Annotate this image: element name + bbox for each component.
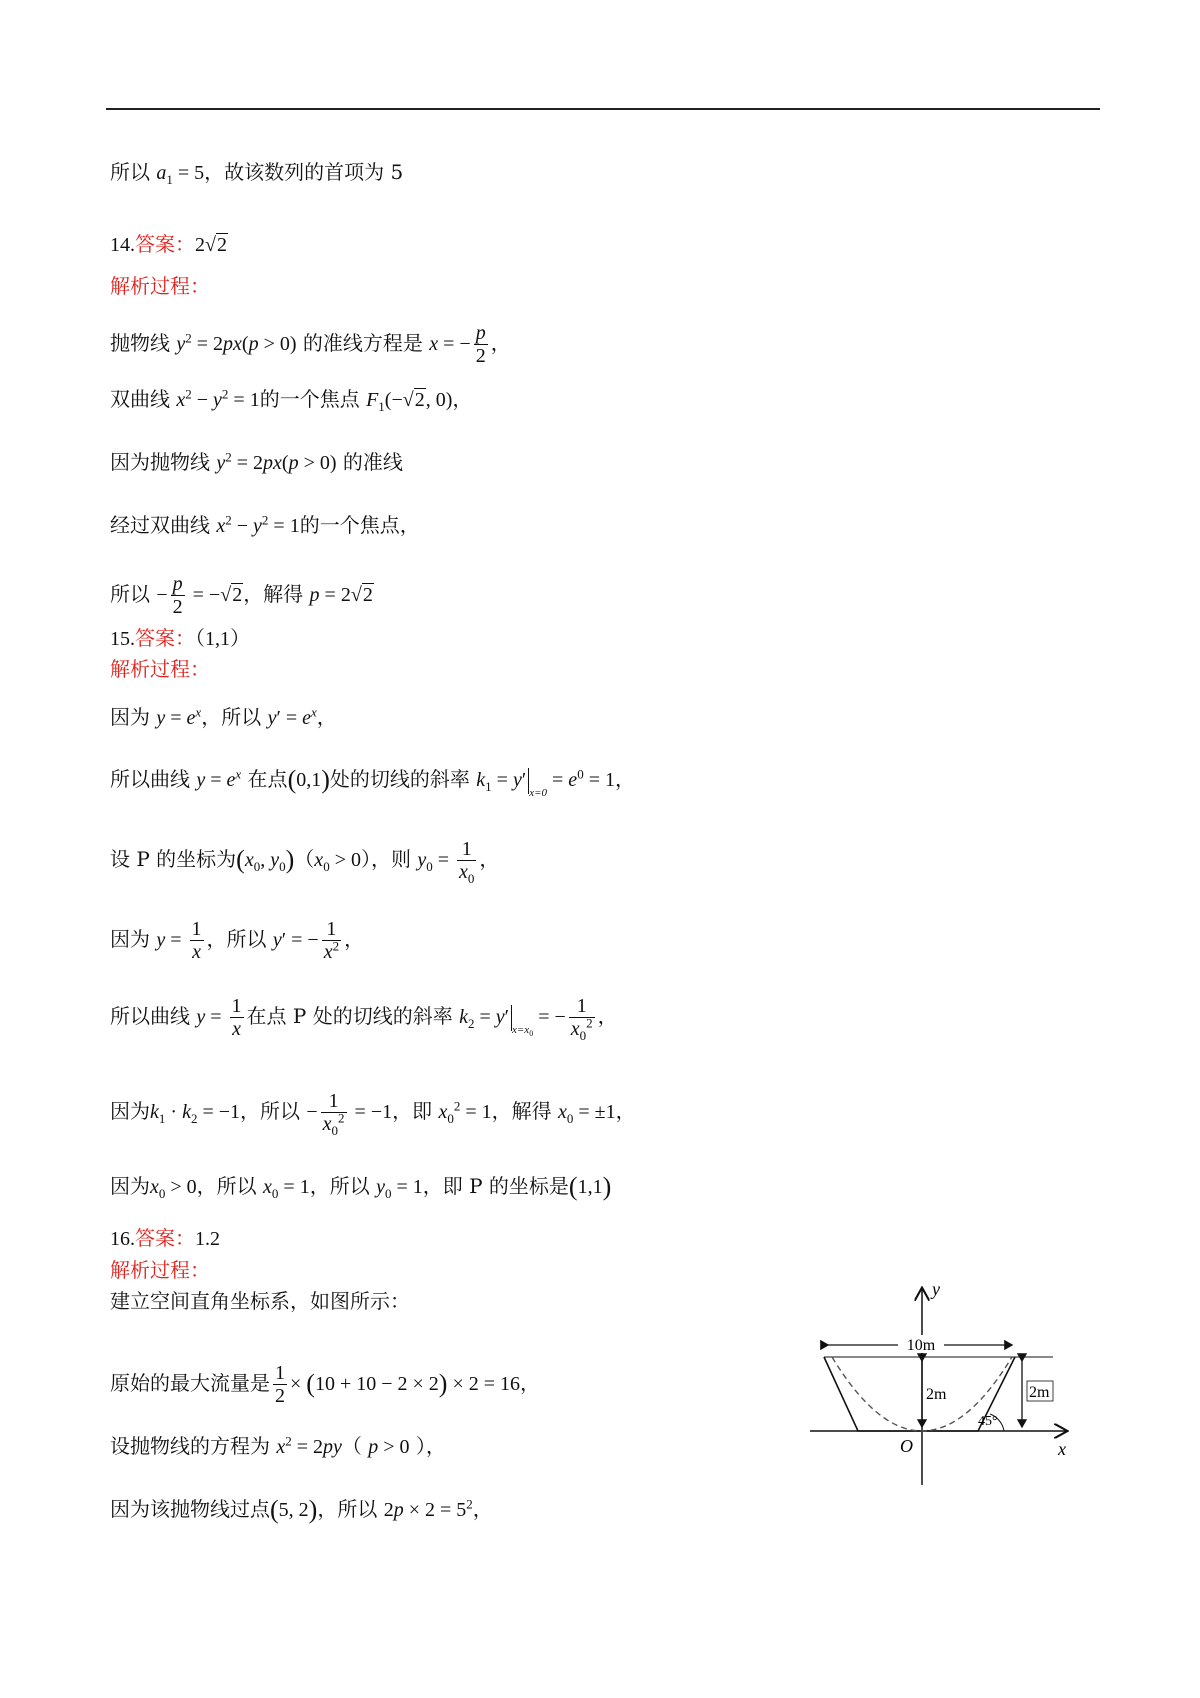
angle-label: 45°: [978, 1414, 998, 1429]
y-axis-label: y: [932, 1279, 940, 1299]
text-line: 双曲线 $x^2 - y^2 = 1$的一个焦点 $F_1(-√2$, 0)，: [110, 386, 473, 414]
analysis-label: 解析过程：: [110, 274, 210, 298]
analysis-label: 解析过程：: [110, 657, 210, 681]
text-line: 所以曲线 $y = e^x$ 在点(0,1)处的切线的斜率 $k_1 = y'_{x=0} = e^0 = 1$，: [110, 765, 635, 799]
text-line: 设抛物线的方程为 $x^2 = 2py$（ p > 0 ），: [110, 1433, 446, 1458]
text-line: 抛物线 $y^2 = 2px(p > 0)$ 的准线方程是 x = − $\frac{p}{2}$ ，: [110, 322, 511, 367]
width-label: 10m: [906, 1337, 936, 1354]
text-line: 原始的最大流量是 $\frac{1}{2}$ × (10 + 10 − 2 × 2) × 2 = 16，: [110, 1362, 541, 1407]
header-rule: [106, 108, 1100, 110]
text-line: 所以 − $\frac{p}{2}$ = −√2，解得 p = 2√2: [110, 573, 373, 618]
origin-label: O: [900, 1436, 913, 1456]
text-line: 所以 $a_1 = 5$，故该数列的首项为 5: [110, 160, 404, 187]
question-15-answer: 15.答案：（1,1）: [110, 626, 250, 650]
text-line: 因为 $y = e^x$，所以 $y' = e^x$，: [110, 704, 337, 729]
text-line: 设 P 的坐标为($x_0$, $y_0)(x_0 > 0)$，则 $y_0$ = $\frac{1}{x_0}$ ，: [110, 838, 500, 886]
text-line: 因为抛物线 $y^2 = 2px(p > 0)$ 的准线: [110, 449, 403, 474]
text-line: 因为$x_0 > 0$，所以 $x_0 = 1$，所以 $y_0 = 1$，即 P 的坐标是(1,1): [110, 1172, 612, 1201]
text-line: 所以曲线 y = $\frac{1}{x}$ 在点 P 处的切线的斜率 $k_2 = y'_{x=x_0}$ = − $\frac{1}{x_0^2}$ ，: [110, 995, 618, 1043]
text-line: 因为 y = $\frac{1}{x}$ ，所以 y′ = − $\frac{1}{x^2}$ ，: [110, 918, 365, 963]
question-14-answer: 14.答案：2√2: [110, 230, 228, 259]
text-line: 因为该抛物线过点(5, 2)，所以 $2p \times 2 = 5^2$，: [110, 1495, 493, 1524]
x-axis-label: x: [1058, 1439, 1066, 1459]
analysis-label: 解析过程：: [110, 1258, 210, 1282]
outer-height-label: 2m: [1029, 1384, 1050, 1401]
question-16-answer: 16.答案：1.2: [110, 1226, 220, 1250]
text-line: 建立空间直角坐标系，如图所示：: [110, 1289, 410, 1313]
sqrt-symbol: √2: [205, 234, 227, 256]
text-line: 因为$k_1 \cdot k_2 = -1$，所以 − $\frac{1}{x_0^2}$ = −1，即 $x_0^2 = 1$，解得 $x_0 = \pm 1$，: [110, 1090, 636, 1138]
inner-height-label: 2m: [926, 1386, 947, 1403]
channel-diagram: [808, 1275, 1073, 1487]
text-line: 经过双曲线 $x^2 - y^2 = 1$的一个焦点，: [110, 512, 420, 537]
